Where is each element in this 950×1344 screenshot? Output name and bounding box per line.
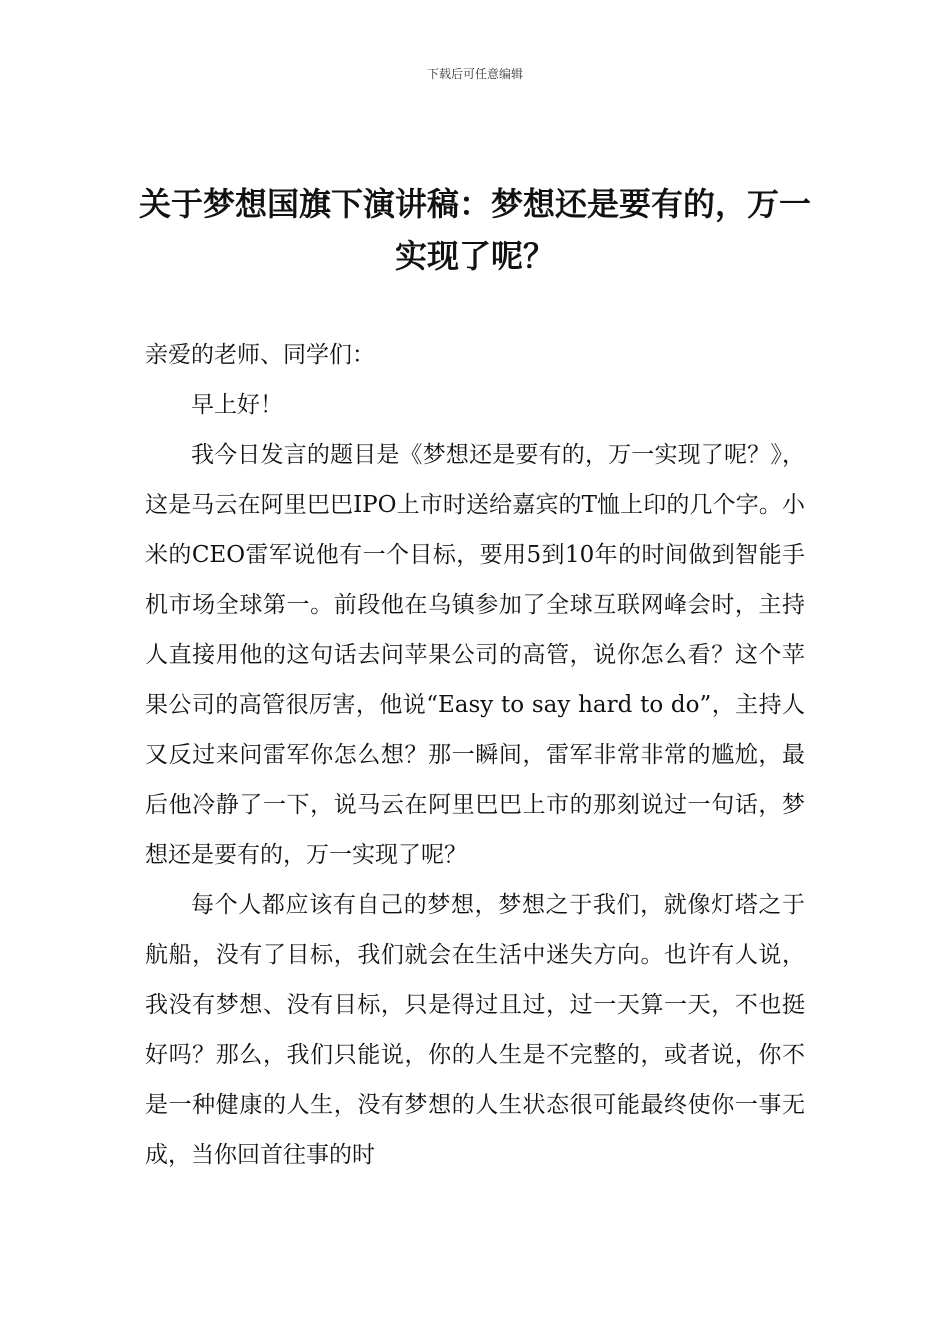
greeting: 早上好！ [191, 392, 283, 418]
paragraph-2: 每个人都应该有自己的梦想，梦想之于我们，就像灯塔之于航船，没有了目标，我们就会在生活中迷失方向。也许有人说，我没有梦想、没有目标，只是得过且过，过一天算一天，不也挺好吗？那么，我们只能说，你的人生是不完整的，或者说，你不是一种健康的人生，没有梦想的人生状态很可能最终使你一事无成，当你回首往事的时 [145, 892, 805, 1168]
salutation: 亲爱的老师、同学们： [145, 342, 375, 368]
paragraph-1: 我今日发言的题目是《梦想还是要有的，万一实现了呢？》，这是马云在阿里巴巴IPO上市时送给嘉宾的T恤上印的几个字。小米的CEO雷军说他有一个目标，要用5到10年的时间做到智能手机市场全球第一。前段他在乌镇参加了全球互联网峰会时，主持人直接用他的这句话去问苹果公司的高管，说你怎么看？这个苹果公司的高管很厉害，他说“Easy to say hard to do”，主持人又反过来问雷军你怎么想？那一瞬间，雷军非常非常的尴尬，最后他冷静了一下，说马云在阿里巴巴上市的那刻说过一句话，梦想还是要有的，万一实现了呢？ [145, 442, 805, 868]
document-title: 关于梦想国旗下演讲稿：梦想还是要有的，万一实现了呢？ [138, 185, 811, 275]
document-body [145, 330, 805, 1180]
header-note: 下载后可任意编辑 [426, 67, 523, 81]
